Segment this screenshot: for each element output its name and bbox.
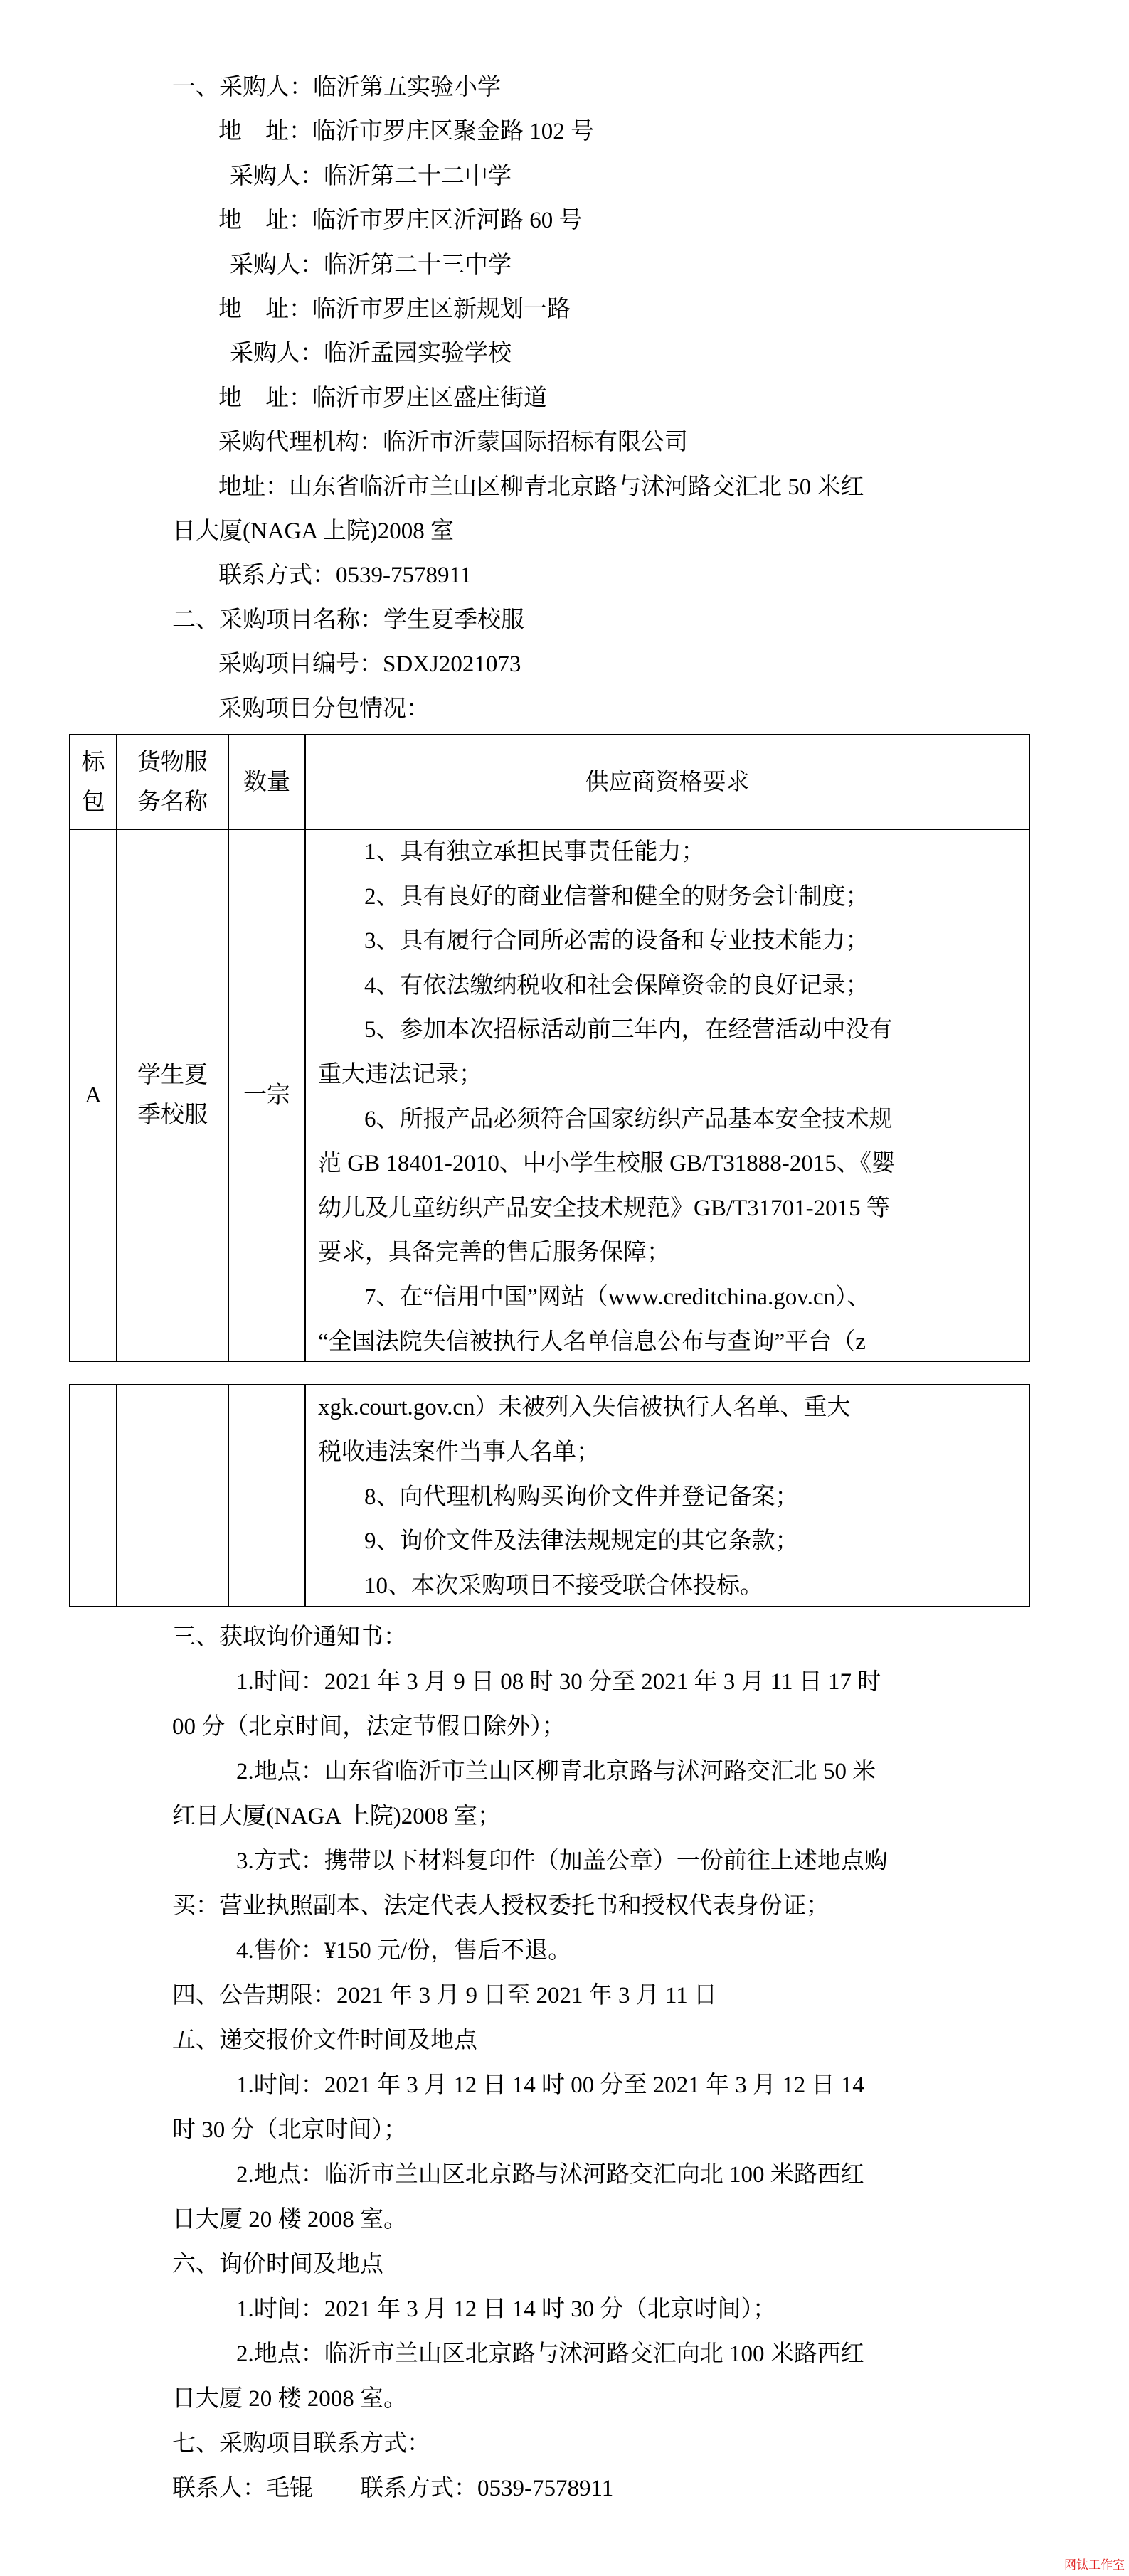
requirement-line: 幼儿及儿童纺织产品安全技术规范》GB/T31701-2015 等 xyxy=(318,1195,890,1221)
table-row-package-a xyxy=(70,830,1029,1361)
paragraph-line: 七、采购项目联系方式： xyxy=(172,2431,430,2457)
header-text-line: 务名称 xyxy=(137,789,208,815)
paragraph-line: 日大厦 20 楼 2008 室。 xyxy=(172,2207,407,2232)
goods-name-line: 季校服 xyxy=(137,1102,208,1128)
header-cell-supplier-requirements xyxy=(306,735,1029,829)
requirement-line: 1、具有独立承担民事责任能力； xyxy=(364,839,705,865)
header-text-line: 标 xyxy=(81,749,105,775)
paragraph-line: 3.方式：携带以下材料复印件（加盖公章）一份前往上述地点购 xyxy=(236,1848,888,1874)
paragraph-line: 采购人：临沂孟园实验学校 xyxy=(230,341,512,367)
paragraph-line: 4.售价：¥150 元/份，售后不退。 xyxy=(236,1938,572,1964)
requirement-line: 税收违法案件当事人名单； xyxy=(318,1439,600,1465)
paragraph-line: 红日大厦(NAGA 上院)2008 室； xyxy=(172,1804,501,1829)
quantity-cell-empty xyxy=(229,1385,306,1606)
paragraph-line: 采购项目分包情况： xyxy=(218,696,430,722)
requirement-line: 9、询价文件及法律法规规定的其它条款； xyxy=(364,1528,799,1555)
header-text-line: 数量 xyxy=(243,769,290,795)
goods-name-line: 学生夏 xyxy=(137,1063,208,1088)
requirement-line: 10、本次采购项目不接受联合体投标。 xyxy=(364,1573,763,1600)
paragraph-line: 联系人：毛锟 联系方式：0539-7578911 xyxy=(172,2476,614,2501)
paragraph-line: 二、采购项目名称：学生夏季校服 xyxy=(172,607,524,633)
paragraph-line: 采购项目编号：SDXJ2021073 xyxy=(218,651,521,678)
pre-table-text xyxy=(172,65,1044,731)
paragraph-line: 一、采购人：临沂第五实验小学 xyxy=(172,75,501,100)
requirement-line: “全国法院失信被执行人名单信息公布与查询”平台（z xyxy=(318,1329,866,1355)
header-text-line: 包 xyxy=(81,789,105,815)
paragraph-line: 00 分（北京时间，法定节假日除外）； xyxy=(172,1714,566,1740)
quantity-cell xyxy=(229,830,306,1361)
paragraph-line: 日大厦 20 楼 2008 室。 xyxy=(172,2386,407,2412)
paragraph-line: 2.地点：临沂市兰山区北京路与沭河路交汇向北 100 米路西红 xyxy=(236,2341,864,2367)
requirement-line: 重大违法记录； xyxy=(318,1061,482,1087)
requirements-cell xyxy=(306,830,1029,1361)
requirement-line: 6、所报产品必须符合国家纺织产品基本安全技术规 xyxy=(364,1106,893,1132)
paragraph-line: 地 址：临沂市罗庄区新规划一路 xyxy=(218,297,571,323)
header-cell-quantity xyxy=(229,735,306,829)
requirement-line: 8、向代理机构购买询价文件并登记备案； xyxy=(364,1484,799,1510)
quantity-value: 一宗 xyxy=(243,1082,290,1108)
requirement-line: 要求，具备完善的售后服务保障； xyxy=(318,1240,670,1266)
requirement-line: 5、参加本次招标活动前三年内，在经营活动中没有 xyxy=(364,1017,893,1043)
requirement-line: xgk.court.gov.cn）未被列入失信被执行人名单、重大 xyxy=(318,1395,851,1420)
bid-package-value: A xyxy=(85,1082,102,1108)
requirements-cell-continuation xyxy=(306,1385,1029,1606)
package-table xyxy=(69,734,1030,1362)
paragraph-line: 时 30 分（北京时间）； xyxy=(172,2117,407,2143)
table-row-continuation xyxy=(70,1385,1029,1606)
paragraph-line: 四、公告期限：2021 年 3 月 9 日至 2021 年 3 月 11 日 xyxy=(172,1983,718,2008)
goods-name-cell xyxy=(117,830,229,1361)
requirement-line: 2、具有良好的商业信誉和健全的财务会计制度； xyxy=(364,883,869,910)
header-cell-bid-package xyxy=(70,735,117,829)
paragraph-line: 2.地点：临沂市兰山区北京路与沭河路交汇向北 100 米路西红 xyxy=(236,2162,864,2188)
requirement-line: 7、在“信用中国”网站（www.creditchina.gov.cn）、 xyxy=(364,1284,871,1310)
package-table-continuation xyxy=(69,1384,1030,1607)
paragraph-line: 三、获取询价通知书： xyxy=(172,1624,407,1650)
post-table-text xyxy=(172,1615,1044,2511)
goods-name-cell-empty xyxy=(117,1385,229,1606)
requirement-line: 4、有依法缴纳税收和社会保障资金的良好记录； xyxy=(364,972,869,999)
paragraph-line: 地址：山东省临沂市兰山区柳青北京路与沭河路交汇北 50 米红 xyxy=(218,474,864,500)
paragraph-line: 五、递交报价文件时间及地点 xyxy=(172,2028,477,2053)
paragraph-line: 1.时间：2021 年 3 月 12 日 14 时 00 分至 2021 年 3 月 12 日 14 xyxy=(236,2072,864,2098)
bid-package-cell-empty xyxy=(70,1385,117,1606)
paragraph-line: 地 址：临沂市罗庄区聚金路 102 号 xyxy=(218,119,594,145)
paragraph-line: 日大厦(NAGA 上院)2008 室 xyxy=(172,518,454,545)
table-header xyxy=(70,735,1029,830)
bid-package-cell xyxy=(70,830,117,1361)
header-text-line: 货物服 xyxy=(137,749,208,775)
header-text-line: 供应商资格要求 xyxy=(585,769,750,795)
paragraph-line: 1.时间：2021 年 3 月 12 日 14 时 30 分（北京时间）； xyxy=(236,2296,776,2322)
requirement-line: 范 GB 18401-2010、中小学生校服 GB/T31888-2015、《婴 xyxy=(318,1151,896,1177)
paragraph-line: 1.时间：2021 年 3 月 9 日 08 时 30 分至 2021 年 3 月 11 日 17 时 xyxy=(236,1669,881,1695)
paragraph-line: 地 址：临沂市罗庄区盛庄街道 xyxy=(218,385,547,411)
paragraph-line: 地 址：临沂市罗庄区沂河路 60 号 xyxy=(218,208,583,234)
paragraph-line: 六、询价时间及地点 xyxy=(172,2252,383,2277)
paragraph-line: 买：营业执照副本、法定代表人授权委托书和授权代表身份证； xyxy=(172,1893,829,1919)
watermark: 网钛工作室 xyxy=(1064,2558,1125,2572)
header-cell-goods-name xyxy=(117,735,229,829)
paragraph-line: 2.地点：山东省临沂市兰山区柳青北京路与沭河路交汇北 50 米 xyxy=(236,1759,876,1784)
paragraph-line: 采购人：临沂第二十三中学 xyxy=(230,252,512,278)
paragraph-line: 采购人：临沂第二十二中学 xyxy=(230,163,512,189)
requirement-line: 3、具有履行合同所必需的设备和专业技术能力； xyxy=(364,928,869,954)
paragraph-line: 联系方式：0539-7578911 xyxy=(218,563,472,589)
paragraph-line: 采购代理机构：临沂市沂蒙国际招标有限公司 xyxy=(218,430,688,456)
